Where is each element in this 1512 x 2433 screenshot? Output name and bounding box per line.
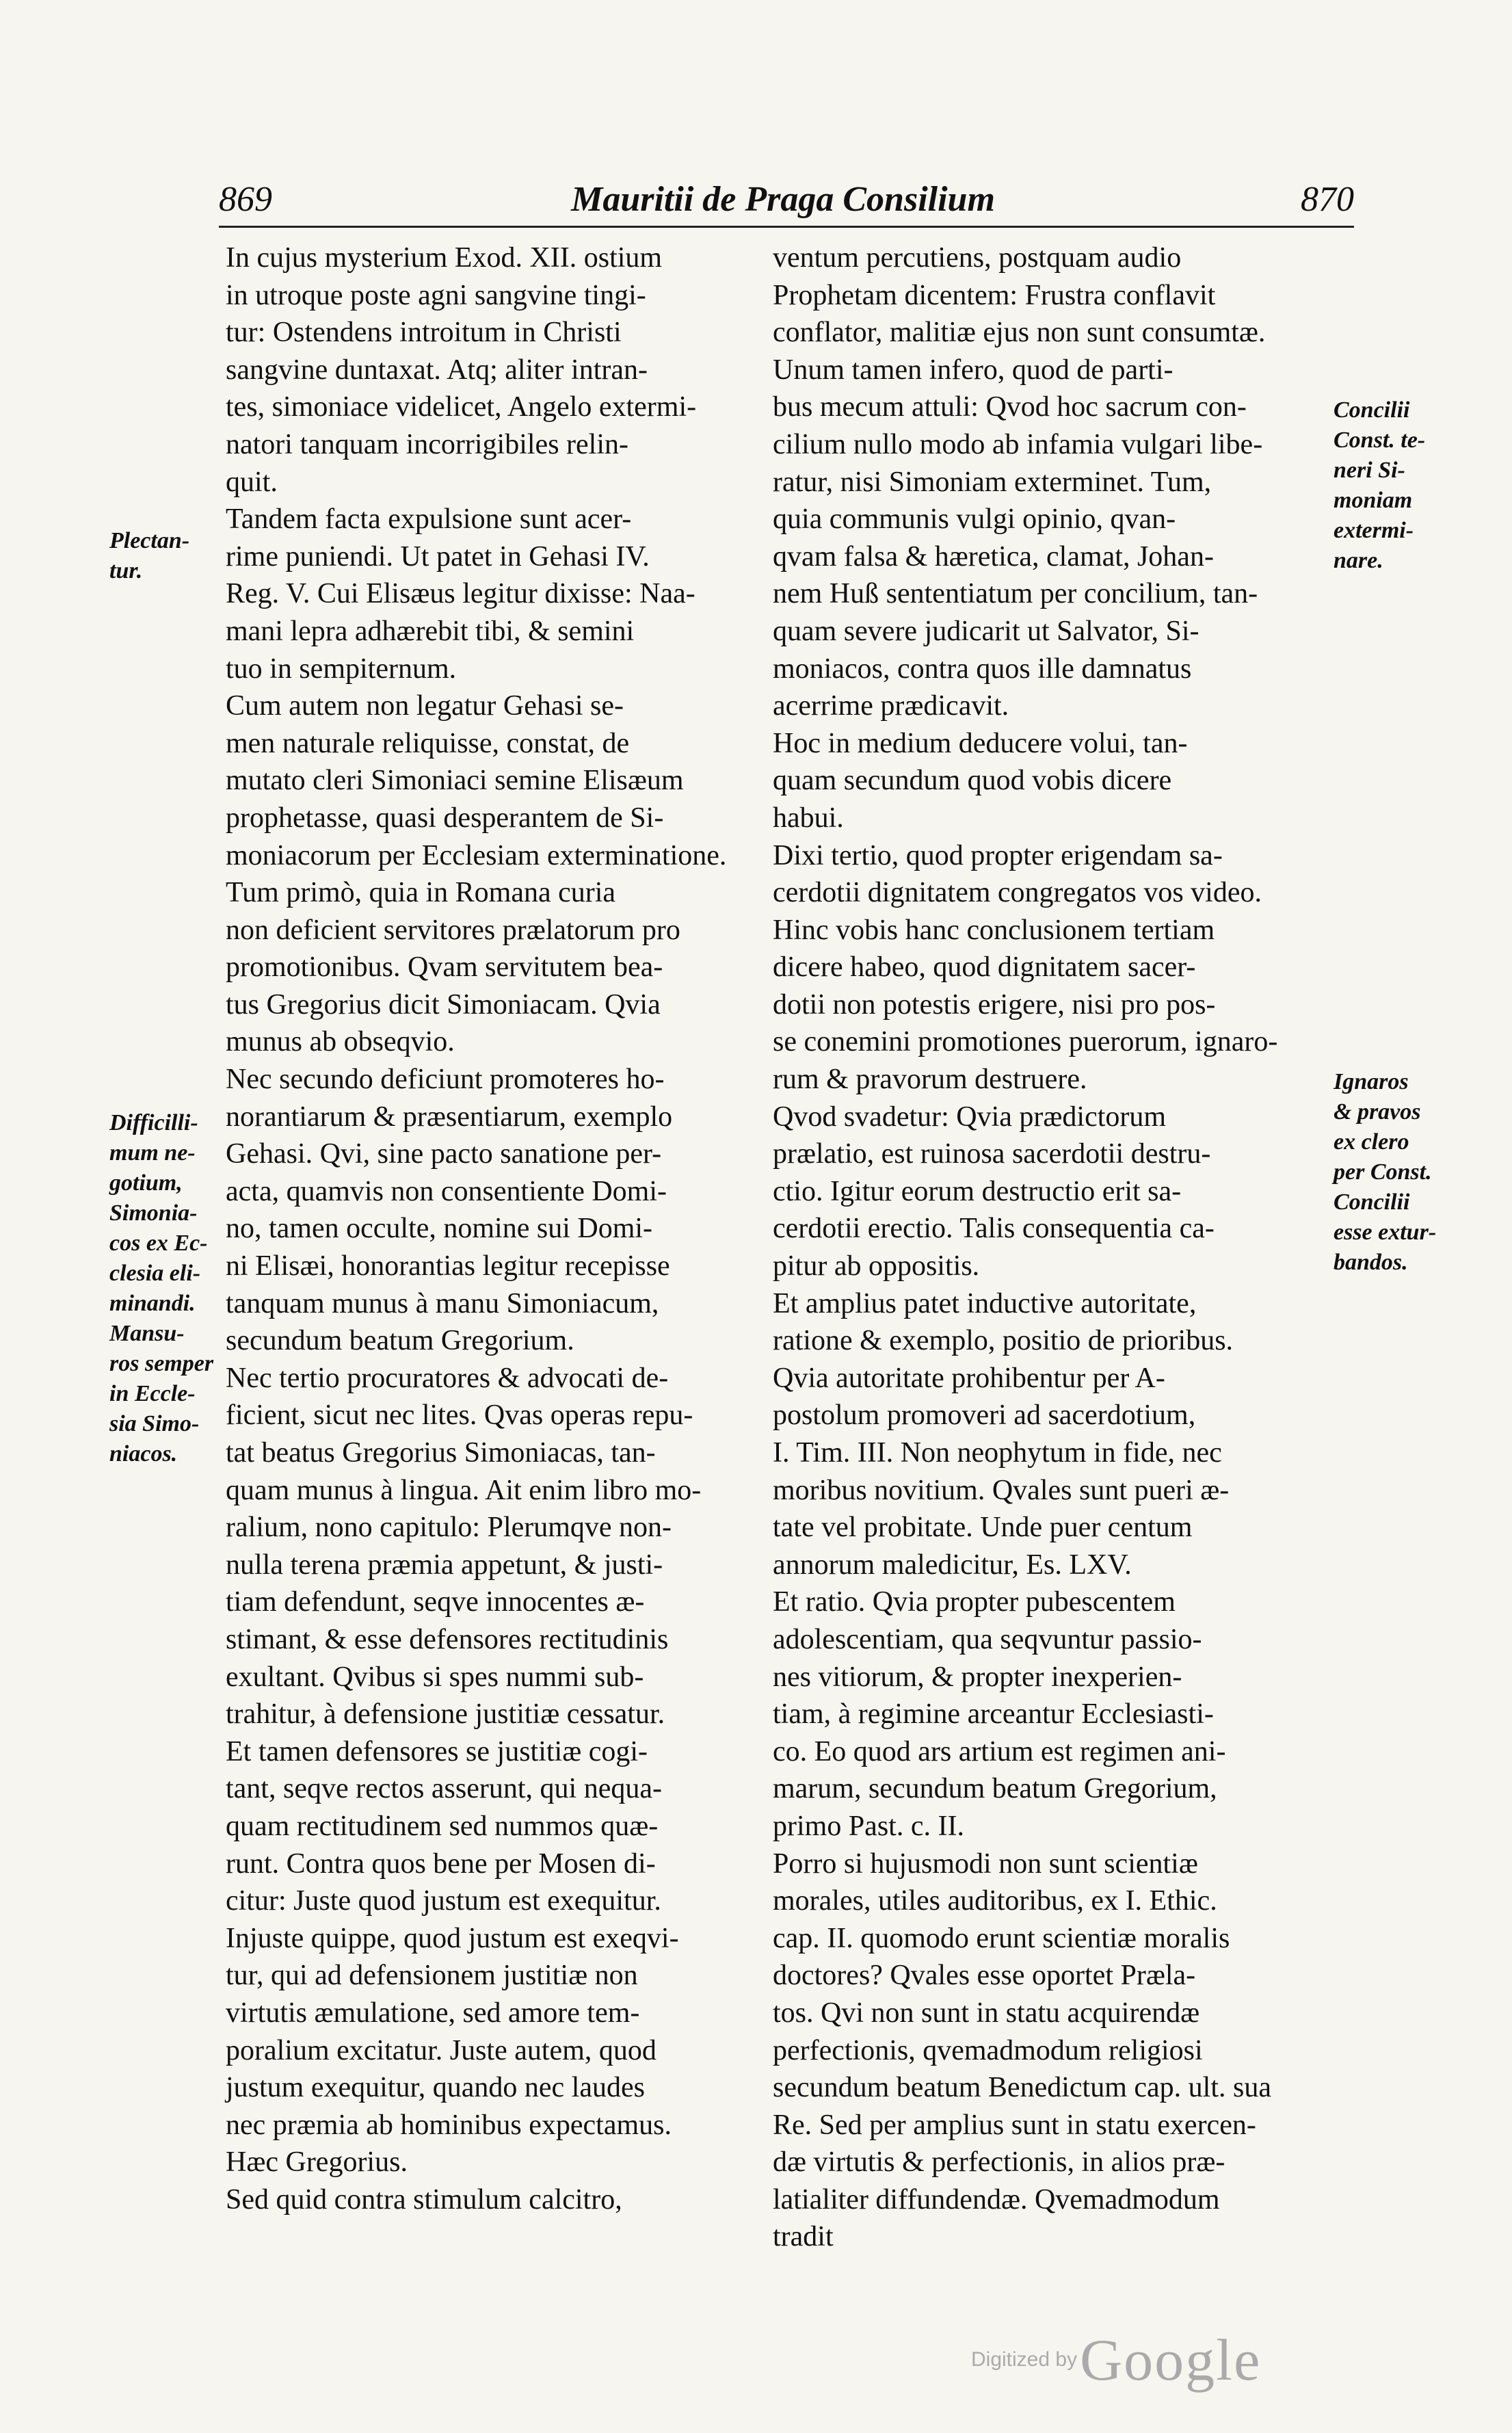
text-line: tes, simoniace videlicet, Angelo extermi- <box>226 391 697 423</box>
text-line: Porro si hujusmodi non sunt scientiæ <box>773 1847 1198 1880</box>
text-line: Nec secundo deficiunt promoteres ho- <box>226 1064 665 1096</box>
text-line: trahitur, à defensione justitiæ cessatur. <box>226 1698 665 1731</box>
text-line: Prophetam dicentem: Frustra conflavit <box>773 279 1216 311</box>
text-line: munus ab obseqvio. <box>226 1026 455 1058</box>
text-line: quam rectitudinem sed nummos quæ- <box>226 1810 659 1842</box>
text-line: Injuste quippe, quod justum est exeqvi- <box>226 1922 679 1954</box>
text-line: I. Tim. III. Non neophytum in fide, nec <box>773 1437 1222 1469</box>
text-line: tur. <box>109 558 143 583</box>
text-column-right <box>773 239 1327 2256</box>
text-line: tiam, à regimine arceantur Ecclesiasti- <box>773 1698 1214 1731</box>
text-line: tur, qui ad defensionem justitiæ non <box>226 1960 638 1992</box>
text-line: cilium nullo modo ab infamia vulgari libe- <box>773 428 1263 460</box>
text-line: quam munus à lingua. Ait enim libro mo- <box>226 1474 702 1506</box>
header-rule <box>219 226 1354 228</box>
text-line: conflator, malitiæ ejus non sunt consumtæ. <box>773 317 1266 349</box>
margin-note-right-1 <box>1334 395 1443 576</box>
text-line: tur: Ostendens introitum in Christi <box>226 317 622 349</box>
text-line: quam severe judicarit ut Salvator, Si- <box>773 615 1199 647</box>
text-line: habui. <box>773 802 844 834</box>
text-line: adolescentiam, qua seqvuntur passio- <box>773 1623 1202 1655</box>
text-line: dicere habeo, quod dignitatem sacer- <box>773 951 1196 984</box>
text-line: tradit <box>773 2221 834 2253</box>
text-line: ratur, nisi Simoniam exterminet. Tum, <box>773 466 1212 498</box>
text-line: ventum percutiens, postquam audio <box>773 242 1182 274</box>
text-line: ralium, nono capitulo: Plerumqve non- <box>226 1512 672 1544</box>
text-line: Gehasi. Qvi, sine pacto sanatione per- <box>226 1138 662 1170</box>
text-line: natori tanquam incorrigibiles relin- <box>226 428 628 460</box>
text-line: tanquam munus à manu Simoniacum, <box>226 1287 659 1319</box>
text-line: non deficient servitores prælatorum pro <box>226 914 680 946</box>
margin-note-left-1 <box>109 526 226 586</box>
text-line: men naturale reliquisse, constat, de <box>226 727 630 759</box>
text-line: Et amplius patet inductive autoritate, <box>773 1287 1197 1319</box>
text-line: mutato cleri Simoniaci semine Elisæum <box>226 765 684 797</box>
text-line: prælatio, est ruinosa sacerdotii destru- <box>773 1138 1211 1170</box>
margin-note-right-2 <box>1334 1067 1443 1278</box>
text-line: exultant. Qvibus si spes nummi sub- <box>226 1661 644 1693</box>
text-line: Plectan- <box>109 528 190 553</box>
text-line: gotium, <box>109 1170 183 1196</box>
text-line: tat beatus Gregorius Simoniacas, tan- <box>226 1437 656 1469</box>
text-line: Nec tertio procuratores & advocati de- <box>226 1362 669 1394</box>
text-line: quia communis vulgi opinio, qvan- <box>773 503 1176 536</box>
text-line: annorum maledicitur, Es. LXV. <box>773 1549 1132 1581</box>
text-line: Concilii <box>1334 1189 1410 1215</box>
text-line: tant, seqve rectos asserunt, qui nequa- <box>226 1773 662 1805</box>
text-line: mum ne- <box>109 1140 196 1166</box>
text-line: moribus novitium. Qvales sunt pueri æ- <box>773 1474 1230 1506</box>
text-line: nem Huß sententiatum per concilium, tan- <box>773 578 1258 610</box>
text-line: ctio. Igitur eorum destructio erit sa- <box>773 1175 1182 1207</box>
text-line: secundum beatum Benedictum cap. ult. sua <box>773 2072 1271 2104</box>
text-line: Hoc in medium deducere volui, tan- <box>773 727 1188 759</box>
text-line: qvam falsa & hæretica, clamat, Johan- <box>773 540 1214 573</box>
text-line: ros semper <box>109 1351 214 1376</box>
text-line: nec præmia ab hominibus expectamus. <box>226 2109 672 2141</box>
text-line: Hæc Gregorius. <box>226 2146 408 2179</box>
text-line: ficient, sicut nec lites. Qvas operas repu- <box>226 1399 693 1432</box>
text-line: tate vel probitate. Unde puer centum <box>773 1512 1193 1544</box>
text-line: cerdotii erectio. Talis consequentia ca- <box>773 1213 1215 1245</box>
text-line: Ignaros <box>1334 1069 1409 1094</box>
text-line: dotii non potestis erigere, nisi pro pos- <box>773 988 1216 1021</box>
text-line: nulla terena præmia appetunt, & justi- <box>226 1549 663 1581</box>
text-line: in Eccle- <box>109 1381 196 1406</box>
text-line: Qvia autoritate prohibentur per A- <box>773 1362 1165 1394</box>
text-line: marum, secundum beatum Gregorium, <box>773 1773 1217 1805</box>
text-line: Simonia- <box>109 1200 198 1226</box>
text-line: no, tamen occulte, nomine sui Domi- <box>226 1213 653 1245</box>
text-line: ni Elisæi, honorantias legitur recepisse <box>226 1250 670 1283</box>
google-logo-text: Google <box>1080 2327 1262 2393</box>
text-line: esse extur- <box>1334 1220 1437 1245</box>
text-line: & pravos <box>1334 1099 1421 1125</box>
text-line: quam secundum quod vobis dicere <box>773 765 1172 797</box>
text-line: norantiarum & præsentiarum, exemplo <box>226 1101 673 1133</box>
text-line: tuo in sempiternum. <box>226 653 457 685</box>
text-line: stimant, & esse defensores rectitudinis <box>226 1623 669 1655</box>
text-line: nes vitiorum, & propter inexperien- <box>773 1661 1182 1693</box>
text-line: justum exequitur, quando nec laudes <box>226 2072 645 2104</box>
text-line: co. Eo quod ars artium est regimen ani- <box>773 1735 1226 1767</box>
text-line: bandos. <box>1334 1250 1408 1275</box>
text-line: minandi. <box>109 1291 196 1316</box>
text-line: tus Gregorius dicit Simoniacam. Qvia <box>226 988 661 1021</box>
text-line: Qvod svadetur: Qvia prædictorum <box>773 1101 1167 1133</box>
text-line: niacos. <box>109 1441 178 1467</box>
text-line: in utroque poste agni sangvine tingi- <box>226 279 646 311</box>
page-number-left: 869 <box>219 180 272 219</box>
text-line: moniam <box>1334 488 1413 513</box>
text-line: Hinc vobis hanc conclusionem tertiam <box>773 914 1215 946</box>
text-line: rum & pravorum destruere. <box>773 1064 1087 1096</box>
text-line: neri Si- <box>1334 458 1405 483</box>
text-line: per Const. <box>1334 1159 1432 1185</box>
text-line: poralium excitatur. Juste autem, quod <box>226 2034 656 2066</box>
text-line: secundum beatum Gregorium. <box>226 1325 574 1357</box>
text-line: quit. <box>226 466 278 498</box>
text-line: doctores? Qvales esse oportet Præla- <box>773 1960 1196 1992</box>
text-line: primo Past. c. II. <box>773 1810 964 1842</box>
text-line: cos ex Ec- <box>109 1231 208 1256</box>
text-line: sia Simo- <box>109 1411 200 1436</box>
text-line: moniacorum per Ecclesiam exterminatione. <box>226 839 727 871</box>
text-line: rime puniendi. Ut patet in Gehasi IV. <box>226 540 650 573</box>
text-line: se conemini promotiones puerorum, ignaro- <box>773 1026 1278 1058</box>
text-line: Cum autem non legatur Gehasi se- <box>226 690 624 722</box>
page-number-right: 870 <box>1301 180 1354 219</box>
text-line: nare. <box>1334 548 1383 573</box>
text-line: Re. Sed per amplius sunt in statu exercen- <box>773 2109 1256 2141</box>
text-line: runt. Contra quos bene per Mosen di- <box>226 1847 656 1880</box>
text-line: Et tamen defensores se justitiæ cogi- <box>226 1735 648 1767</box>
text-line: tos. Qvi non sunt in statu acquirendæ <box>773 1997 1200 2029</box>
text-line: Reg. V. Cui Elisæus legitur dixisse: Naa- <box>226 578 695 610</box>
text-line: extermi- <box>1334 518 1414 543</box>
digitized-watermark <box>971 2326 1261 2394</box>
text-line: Unum tamen infero, quod de parti- <box>773 354 1173 386</box>
text-line: dæ virtutis & perfectionis, in alios præ- <box>773 2146 1225 2179</box>
running-header <box>205 179 1361 227</box>
text-line: tiam defendunt, seqve innocentes æ- <box>226 1586 645 1618</box>
text-line: Sed quid contra stimulum calcitro, <box>226 2183 622 2215</box>
text-line: virtutis æmulatione, sed amore tem- <box>226 1997 640 2029</box>
text-line: In cujus mysterium Exod. XII. ostium <box>226 242 663 274</box>
text-line: prophetasse, quasi desperantem de Si- <box>226 802 664 834</box>
running-title: Mauritii de Praga Consilium <box>571 180 995 219</box>
text-line: pitur ab oppositis. <box>773 1250 980 1283</box>
text-line: Difficilli- <box>109 1110 198 1135</box>
text-line: ex clero <box>1334 1129 1409 1155</box>
text-line: latialiter diffundendæ. Qvemadmodum <box>773 2183 1220 2215</box>
text-line: Mansu- <box>109 1321 185 1346</box>
text-line: sangvine duntaxat. Atq; aliter intran- <box>226 354 648 386</box>
text-line: Tandem facta expulsione sunt acer- <box>226 503 632 536</box>
text-line: promotionibus. Qvam servitutem bea- <box>226 951 663 984</box>
text-line: Et ratio. Qvia propter pubescentem <box>773 1586 1176 1618</box>
text-line: acta, quamvis non consentiente Domi- <box>226 1175 667 1207</box>
text-line: Tum primò, quia in Romana curia <box>226 877 616 909</box>
text-line: Concilii <box>1334 397 1410 423</box>
text-line: postolum promoveri ad sacerdotium, <box>773 1399 1196 1432</box>
text-line: Const. te- <box>1334 428 1426 453</box>
text-line: cerdotii dignitatem congregatos vos video. <box>773 877 1262 909</box>
text-line: ratione & exemplo, positio de prioribus. <box>773 1325 1234 1357</box>
text-line: clesia eli- <box>109 1261 201 1286</box>
text-line: mani lepra adhærebit tibi, & semini <box>226 615 635 647</box>
text-line: acerrime prædicavit. <box>773 690 1009 722</box>
text-line: perfectionis, qvemadmodum religiosi <box>773 2034 1203 2066</box>
text-column-left <box>226 239 745 2218</box>
text-line: bus mecum attuli: Qvod hoc sacrum con- <box>773 391 1247 423</box>
text-line: cap. II. quomodo erunt scientiæ moralis <box>773 1922 1230 1954</box>
digitized-by-text: Digitized by <box>971 2348 1078 2371</box>
text-line: citur: Juste quod justum est exequitur. <box>226 1885 661 1917</box>
margin-note-left-2 <box>109 1108 226 1469</box>
text-line: Dixi tertio, quod propter erigendam sa- <box>773 839 1223 871</box>
text-line: morales, utiles auditoribus, ex I. Ethic. <box>773 1885 1217 1917</box>
text-line: moniacos, contra quos ille damnatus <box>773 653 1192 685</box>
